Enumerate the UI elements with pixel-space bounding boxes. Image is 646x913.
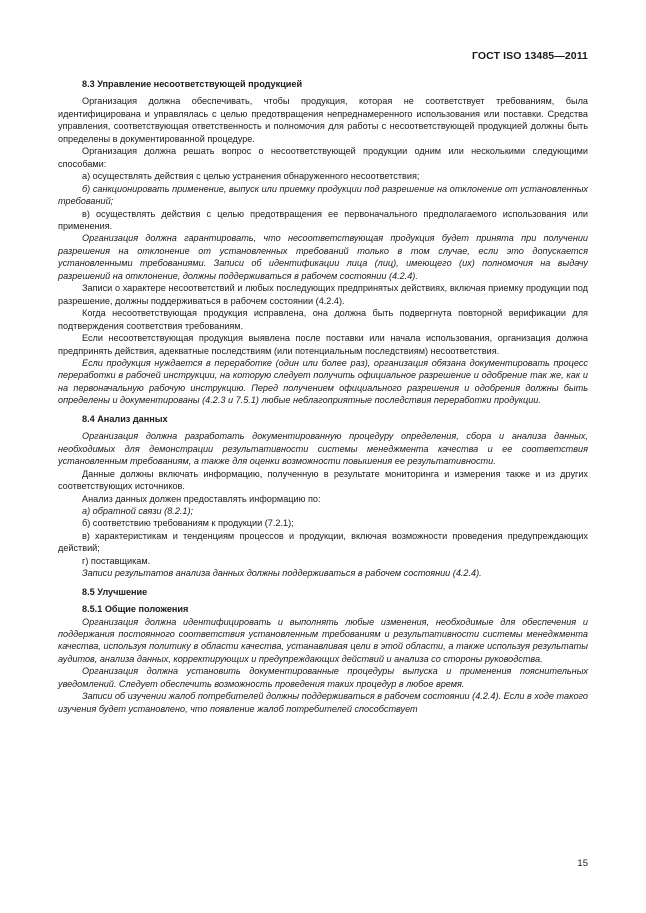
paragraph: Организация должна решать вопрос о несоответствующей продукции одним или несколькими следующими способами: bbox=[58, 146, 588, 169]
paragraph: Анализ данных должен предоставлять информацию по: bbox=[82, 493, 321, 504]
paragraph: Записи результатов анализа данных должны поддерживаться в рабочем состоянии (4.2.4). bbox=[82, 568, 482, 579]
document-body bbox=[58, 78, 588, 715]
paragraph: Если несоответствующая продукция выявлена после поставки или начала использования, организация должна предпринять действия, адекватные последствиям (или потенциальным последствиям) несоответствия. bbox=[58, 333, 588, 356]
paragraph: г) поставщикам. bbox=[82, 555, 151, 566]
paragraph: Данные должны включать информацию, полученную в результате мониторинга и измерения также и из других соответствующих источников. bbox=[58, 468, 588, 492]
paragraph: а) осуществлять действия с целью устранения обнаруженного несоответствия; bbox=[82, 171, 420, 182]
paragraph: Организация должна установить документированные процедуры выпуска и применения пояснительных уведомлений. Следует обеспечить возможность проведения таких процедур в любое время. bbox=[58, 666, 588, 689]
section-heading: 8.3 Управление несоответствующей продукцией bbox=[82, 79, 303, 89]
paragraph: Организация должна идентифицировать и выполнять любые изменения, необходимые для обеспечения и поддержания постоянного соответствия установленным требованиям и результативности системы менеджмента качества, используя политику в области качества, устанавливая цели в этой области, а также используя результаты аудитов, анализа данных, корректирующих и предупреждающих действий и анализа со стороны руководства. bbox=[58, 616, 588, 664]
paragraph: Записи о характере несоответствий и любых последующих предпринятых действиях, включая приемку продукции под разрешение, должны поддерживаться в рабочем состоянии (4.2.4). bbox=[58, 283, 588, 306]
subsection-heading: 8.5.1 Общие положения bbox=[82, 604, 189, 615]
section-heading: 8.4 Анализ данных bbox=[82, 413, 168, 424]
section-heading: 8.5 Улучшение bbox=[82, 586, 148, 597]
paragraph: а) обратной связи (8.2.1); bbox=[82, 505, 194, 516]
paragraph: Если продукция нуждается в переработке (один или более раз), организация обязана документировать процесс переработки в рабочей инструкции, на которую следует получить официальное разрешение и одобрение так же, как и на первоначальную рабочую инструкцию. Перед получением официального разрешения и одобрения должны быть определены и документированы (4.2.3 и 7.5.1) любые неблагоприятные последствия переработки продукции. bbox=[58, 357, 588, 406]
page-number: 15 bbox=[577, 858, 588, 869]
document-id: ГОСТ ISO 13485—2011 bbox=[471, 50, 588, 62]
paragraph: б) санкционировать применение, выпуск или приемку продукции под разрешение на отклонение от установленных требований; bbox=[58, 183, 588, 207]
paragraph: Организация должна обеспечивать, чтобы продукция, которая не соответствует требованиям, была идентифицирована и управлялась с целью предотвращения непреднамеренного использования или поставки. Средства управления, соответствующая ответственность и полномочия для работы с несоответствующей продукцией должны быть определены в документированной процедуре. bbox=[58, 96, 588, 144]
paragraph: Организация должна разработать документированную процедуру определения, сбора и анализа данных, необходимых для демонстрации результативности системы менеджмента качества и ее соответствия установленным требованиям, а также для оценки возможности повышения ее результативности. bbox=[58, 431, 588, 467]
paragraph: Записи об изучении жалоб потребителей должны поддерживаться в рабочем состоянии (4.2.4). Если в ходе такого изучения будет установлено, что появление жалоб потребителей способствует bbox=[58, 691, 588, 714]
paragraph: Когда несоответствующая продукция исправлена, она должна быть подвергнута повторной верификации для подтверждения соответствия требованиям. bbox=[58, 308, 588, 331]
paragraph: Организация должна гарантировать, что несоответствующая продукция будет принята при получении разрешения на отклонение от установленных требований только в том случае, если это допускается установленными требованиями. Записи об идентификации лица (лиц), имеющего (их) полномочия на выдачу разрешений на отклонение, должны поддерживаться в рабочем состоянии (4.2.4). bbox=[58, 233, 588, 281]
paragraph: в) характеристикам и тенденциям процессов и продукции, включая возможности проведения предупреждающих действий; bbox=[58, 530, 588, 554]
paragraph: в) осуществлять действия с целью предотвращения ее первоначального предполагаемого использования или применения. bbox=[58, 208, 588, 231]
paragraph: б) соответствию требованиям к продукции (7.2.1); bbox=[82, 518, 294, 529]
